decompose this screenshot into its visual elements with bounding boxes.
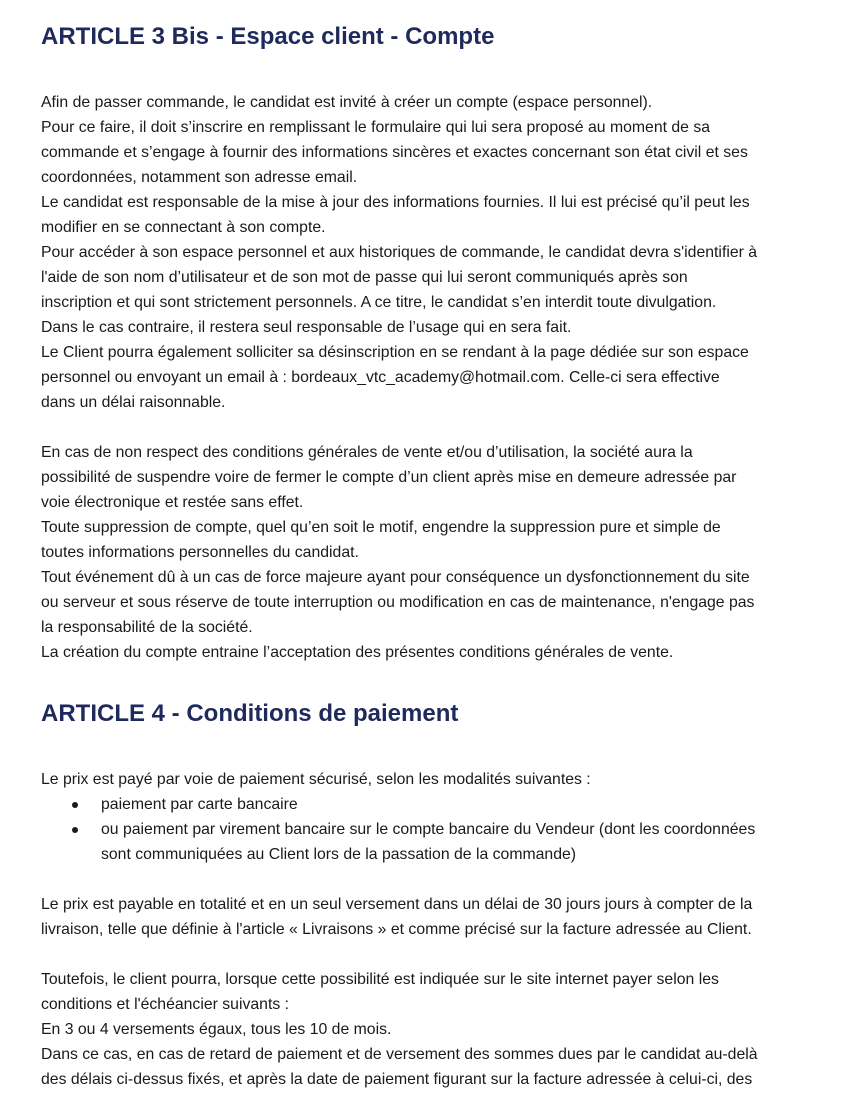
article-3-title: ARTICLE 3 Bis - Espace client - Compte [41,23,495,50]
text-line: coordonnées, notamment son adresse email. [41,169,358,186]
list-item-text: ou paiement par virement bancaire sur le compte bancaire du Vendeur (dont les coordonnées [101,821,756,838]
text-line: La création du compte entraine l’acceptation des présentes conditions générales de vente. [41,644,674,661]
article-4-title: ARTICLE 4 - Conditions de paiement [41,700,459,727]
text-line: Toute suppression de compte, quel qu’en soit le motif, engendre la suppression pure et simple de [41,519,721,536]
text-line: commande et s’engage à fournir des informations sincères et exactes concernant son état civil et ses [41,144,748,161]
text-line: En 3 ou 4 versements égaux, tous les 10 de mois. [41,1021,392,1038]
article-4-paragraph-2 [41,892,811,942]
article-4-intro: Le prix est payé par voie de paiement sécurisé, selon les modalités suivantes : [41,771,591,788]
text-line: Tout événement dû à un cas de force majeure ayant pour conséquence un dysfonctionnement du site [41,569,750,586]
list-item-text: sont communiquées au Client lors de la passation de la commande) [101,846,577,863]
text-line: Le prix est payable en totalité et en un seul versement dans un délai de 30 jours jours à compter de la [41,896,753,913]
text-line: En cas de non respect des conditions générales de vente et/ou d’utilisation, la société aura la [41,444,693,461]
text-line: dans un délai raisonnable. [41,394,226,411]
list-item [41,792,811,817]
text-line: Pour ce faire, il doit s’inscrire en remplissant le formulaire qui lui sera proposé au moment de sa [41,119,711,136]
document-page [41,0,811,1092]
bullet-icon [72,802,78,808]
payment-methods-list [41,792,811,867]
text-line: l'aide de son nom d’utilisateur et de son mot de passe qui lui seront communiqués après son [41,269,688,286]
text-line: Le candidat est responsable de la mise à jour des informations fournies. Il lui est précisé qu’il peut les [41,194,750,211]
list-item-text: paiement par carte bancaire [101,796,298,813]
text-line: Dans ce cas, en cas de retard de paiement et de versement des sommes dues par le candidat au-delà [41,1046,758,1063]
list-item [41,817,811,867]
text-line: des délais ci-dessus fixés, et après la date de paiement figurant sur la facture adressée à celui-ci, des [41,1071,753,1088]
text-line: voie électronique et restée sans effet. [41,494,304,511]
text-line: Pour accéder à son espace personnel et aux historiques de commande, le candidat devra s'identifier à [41,244,758,261]
text-line: Le Client pourra également solliciter sa désinscription en se rendant à la page dédiée sur son espace [41,344,749,361]
text-line: la responsabilité de la société. [41,619,253,636]
text-line: Dans le cas contraire, il restera seul responsable de l’usage qui en sera fait. [41,319,572,336]
text-line: personnel ou envoyant un email à : bordeaux_vtc_academy@hotmail.com. Celle-ci sera effective [41,369,720,386]
text-line: livraison, telle que définie à l'article « Livraisons » et comme précisé sur la facture adressée au Client. [41,921,752,938]
text-line: inscription et qui sont strictement personnels. A ce titre, le candidat s’en interdit toute divulgation. [41,294,717,311]
article-4-paragraph-3 [41,967,811,1092]
bullet-icon [72,827,78,833]
text-line: conditions et l'échéancier suivants : [41,996,290,1013]
text-line: Afin de passer commande, le candidat est invité à créer un compte (espace personnel). [41,94,653,111]
article-3-paragraph-1 [41,90,811,415]
text-line: modifier en se connectant à son compte. [41,219,326,236]
text-line: ou serveur et sous réserve de toute interruption ou modification en cas de maintenance, n'engage pas [41,594,755,611]
text-line: toutes informations personnelles du candidat. [41,544,359,561]
text-line: possibilité de suspendre voire de fermer le compte d’un client après mise en demeure adressée par [41,469,737,486]
article-3-paragraph-2 [41,440,811,665]
text-line: Toutefois, le client pourra, lorsque cette possibilité est indiquée sur le site internet payer selon les [41,971,719,988]
